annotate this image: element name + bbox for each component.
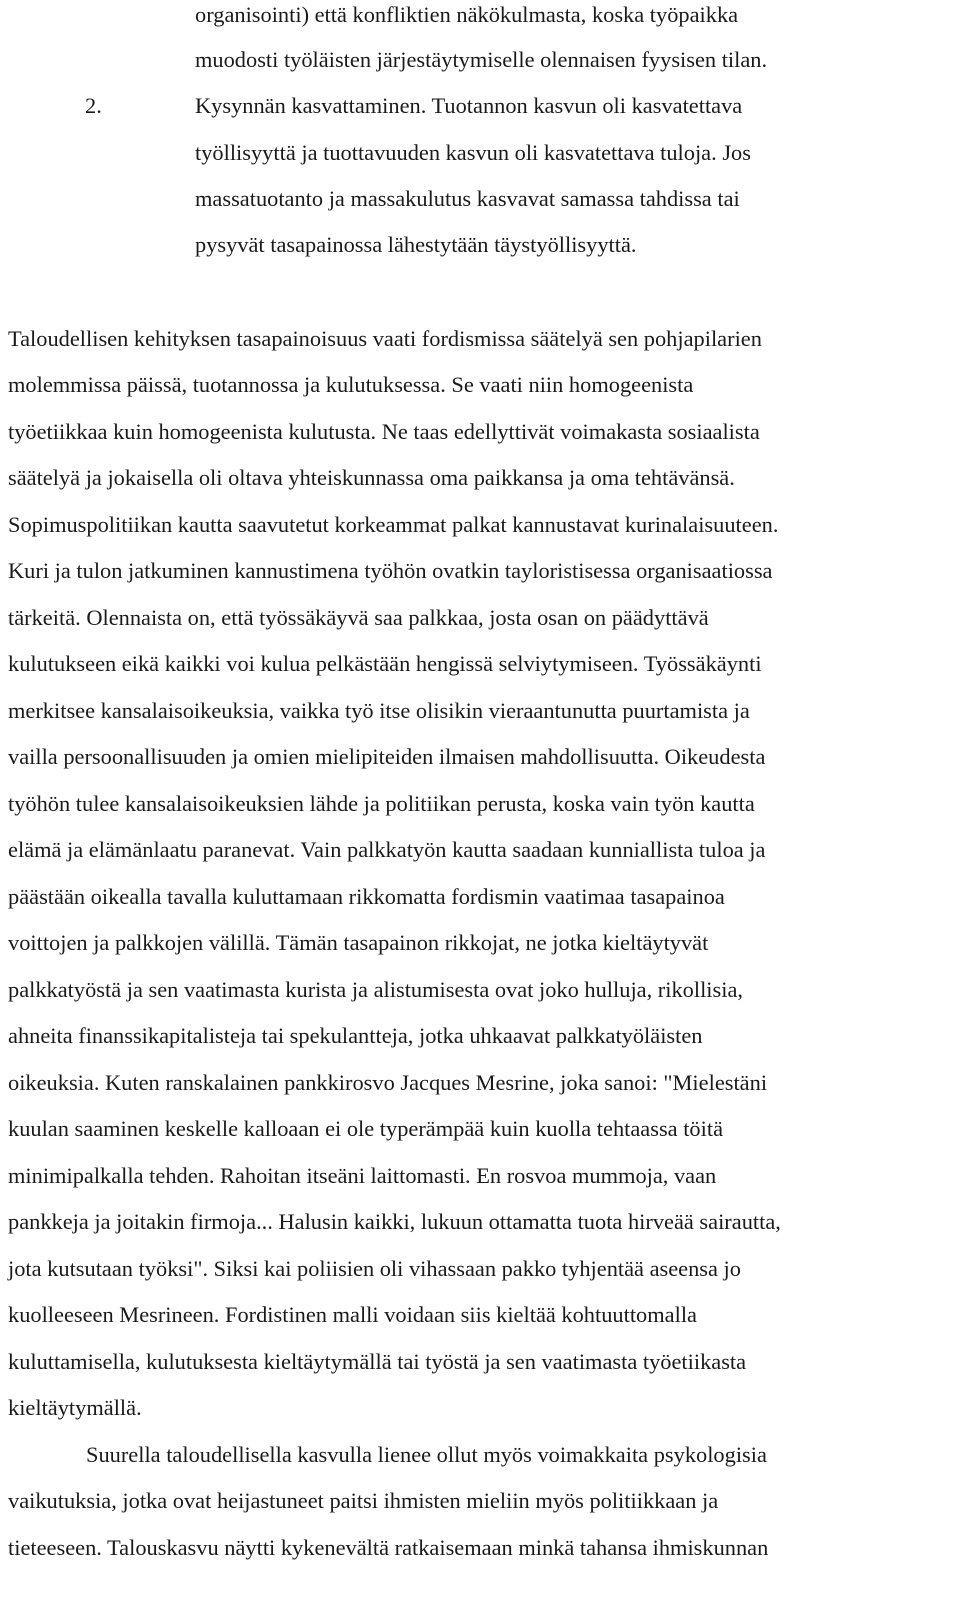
paragraph-line: kuolleeseen Mesrineen. Fordistinen malli voidaan siis kieltää kohtuuttomalla xyxy=(8,1302,697,1327)
paragraph-line: merkitsee kansalaisoikeuksia, vaikka työ itse olisikin vieraantunutta puurtamista ja xyxy=(8,698,750,723)
paragraph-line: molemmissa päissä, tuotannossa ja kulutuksessa. Se vaati niin homogeenista xyxy=(8,372,694,397)
paragraph-line: työhön tulee kansalaisoikeuksien lähde ja politiikan perusta, koska vain työn kautta xyxy=(8,791,755,816)
paragraph-line: työetiikkaa kuin homogeenista kulutusta. Ne taas edellyttivät voimakasta sosiaalista xyxy=(8,419,760,444)
paragraph-line: Kuri ja tulon jatkuminen kannustimena työhön ovatkin tayloristisessa organisaatiossa xyxy=(8,558,773,583)
paragraph-line: päästään oikealla tavalla kuluttamaan rikkomatta fordismin vaatimaa tasapainoa xyxy=(8,884,725,909)
paragraph-line: vaikutuksia, jotka ovat heijastuneet paitsi ihmisten mieliin myös politiikkaan ja xyxy=(8,1488,719,1513)
paragraph-line: jota kutsutaan työksi". Siksi kai poliisien oli vihassaan pakko tyhjentää aseensa jo xyxy=(8,1256,741,1281)
list-fragment-line: muodosti työläisten järjestäytymiselle olennaisen fyysisen tilan. xyxy=(195,47,768,72)
paragraph-line: elämä ja elämänlaatu paranevat. Vain palkkatyön kautta saadaan kunniallista tuloa ja xyxy=(8,837,766,862)
paragraph-line: pankkeja ja joitakin firmoja... Halusin kaikki, lukuun ottamatta tuota hirveää sairautta, xyxy=(8,1209,781,1234)
paragraph-line: Taloudellisen kehityksen tasapainoisuus vaati fordismissa säätelyä sen pohjapilarien xyxy=(8,326,762,351)
paragraph-line: Sopimuspolitiikan kautta saavutetut korkeammat palkat kannustavat kurinalaisuuteen. xyxy=(8,512,779,537)
paragraph-line: säätelyä ja jokaisella oli oltava yhteiskunnassa oma paikkansa ja oma tehtävänsä. xyxy=(8,465,735,490)
paragraph-line: minimipalkalla tehden. Rahoitan itseäni laittomasti. En rosvoa mummoja, vaan xyxy=(8,1163,717,1188)
paragraph-line: Suurella taloudellisella kasvulla lienee ollut myös voimakkaita psykologisia xyxy=(86,1442,767,1467)
paragraph-line: kuulan saaminen keskelle kalloaan ei ole typerämpää kuin kuolla tehtaassa töitä xyxy=(8,1116,724,1141)
paragraph-line: voittojen ja palkkojen välillä. Tämän tasapainon rikkojat, ne jotka kieltäytyvät xyxy=(8,930,709,955)
paragraph-line: tärkeitä. Olennaista on, että työssäkäyvä saa palkkaa, josta osan on päädyttävä xyxy=(8,605,709,630)
paragraph-line: ahneita finanssikapitalisteja tai spekulantteja, jotka uhkaavat palkkatyöläisten xyxy=(8,1023,703,1048)
paragraph-line: palkkatyöstä ja sen vaatimasta kurista ja alistumisesta ovat joko hulluja, rikollisia, xyxy=(8,977,743,1002)
paragraph-line: kieltäytymällä. xyxy=(8,1395,142,1420)
list-fragment-line: organisointi) että konfliktien näkökulmasta, koska työpaikka xyxy=(195,2,739,27)
paragraph-line: tieteeseen. Talouskasvu näytti kykenevältä ratkaisemaan minkä tahansa ihmiskunnan xyxy=(8,1535,769,1560)
paragraph-line: vailla persoonallisuuden ja omien mielipiteiden ilmaisen mahdollisuutta. Oikeudesta xyxy=(8,744,766,769)
list-item-line: Kysynnän kasvattaminen. Tuotannon kasvun oli kasvatettava xyxy=(195,93,743,118)
list-item-line: työllisyyttä ja tuottavuuden kasvun oli kasvatettava tuloja. Jos xyxy=(195,140,751,165)
paragraph-line: oikeuksia. Kuten ranskalainen pankkirosvo Jacques Mesrine, joka sanoi: "Mielestäni xyxy=(8,1070,768,1095)
list-item-number: 2. xyxy=(85,93,102,118)
list-item-line: pysyvät tasapainossa lähestytään täystyöllisyyttä. xyxy=(195,232,637,257)
list-item-line: massatuotanto ja massakulutus kasvavat samassa tahdissa tai xyxy=(195,186,740,211)
paragraph-line: kulutukseen eikä kaikki voi kulua pelkästään hengissä selviytymiseen. Työssäkäynti xyxy=(8,651,762,676)
paragraph-line: kuluttamisella, kulutuksesta kieltäytymällä tai työstä ja sen vaatimasta työetiikasta xyxy=(8,1349,747,1374)
